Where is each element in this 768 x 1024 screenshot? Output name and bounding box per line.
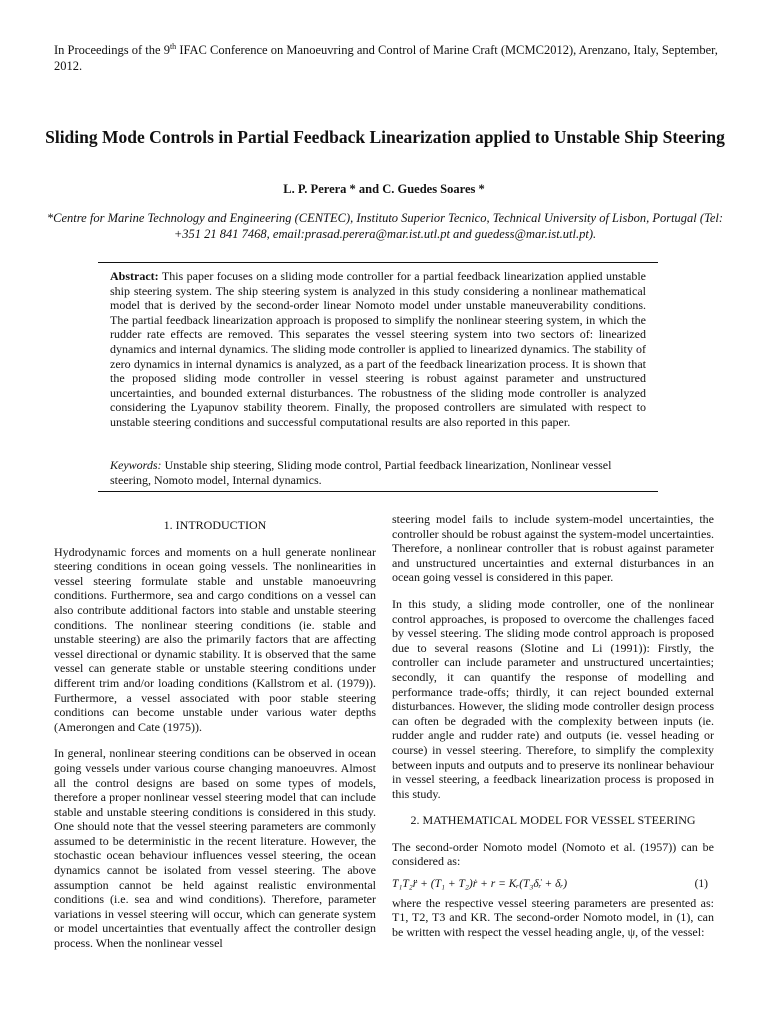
keywords-list: Unstable ship steering, Sliding mode control, Partial feedback linearization, Nonlinear vessel steering, Nomoto model, Internal dynamics.: [110, 458, 612, 487]
model-paragraph-1: The second-order Nomoto model (Nomoto et al. (1957)) can be considered as:: [392, 839, 714, 869]
proceedings-note: [54, 42, 724, 74]
proceedings-note-prefix: In Proceedings of the 9: [54, 43, 170, 57]
abstract-label: Abstract:: [110, 269, 159, 283]
left-column: [54, 518, 376, 963]
model-paragraph-2: where the respective vessel steering parameters are presented as: T1, T2, T3 and KR. The second-order Nomoto model, in (1), can be written with respect the vessel heading angle, ψ, of the vessel:: [392, 895, 714, 939]
intro-paragraph-2: In general, nonlinear steering conditions can be observed in ocean going vessels under various course changing manoeuvres. Almost all the control designs are based on some types of models, therefore a proper nonlinear vessel steering model that can include stable and unstable steering conditions is considered in this study. One should note that the vessel steering parameters are commonly assumed to be deterministic in the recent literature. However, the stochastic ocean behaviour influences vessel steering, the ocean dynamics cannot be isolated from vessel steering. The above assumption cannot be held against realistic environmental conditions (i.e. sea and wind conditions). Therefore, parameter variations in vessel steering will occur, which can generate system or model uncertainties that eventually affect the controller design process. When the nonlinear vessel: [54, 746, 376, 951]
intro-paragraph-1: Hydrodynamic forces and moments on a hull generate nonlinear steering conditions in ocean going vessels. The nonlinearities in vessel steering formulate stable and unstable manoeuvring conditions. Furthermore, sea and cargo conditions on a vessel can also contribute additional factors into stable and unstable steering conditions. The nonlinear steering conditions (ie. stable and unstable steering) are also the primarily factors that are affecting vessel directional or dynamic stability. It is observed that the same vessel can generate stable or unstable steering conditions under different trim and/or loading conditions (Kallstrom et al. (1979)). Furthermore, a vessel associated with poor stable steering conditions can become unstable under various water depths (Amerongen and Cate (1975)).: [54, 544, 376, 734]
intro-paragraph-3: steering model fails to include system-model uncertainties, the controller should be robust against the system-model uncertainties. Therefore, a nonlinear controller that is robust against parameter and unstructured uncertainties and external disturbances in an ocean going vessel is considered in this paper.: [392, 512, 714, 585]
intro-paragraph-4: In this study, a sliding mode controller, one of the nonlinear control approaches, is proposed to overcome the challenges faced by vessel steering. The sliding mode control approach is proposed due to several reasons (Slotine and Li (1991)): Firstly, the controller can include parameter and unstructured uncertainties; secondly, it can quantify the response of modelling and performance trade-offs; thirdly, it can reject bounded external disturbances. However, the sliding mode controller design process can often be degraded with the complexity between inputs (ie. rudder angle and rudder rate) and outputs (ie. vessel heading or course) in vessel steering. Therefore, to simplify the complexity between inputs and outputs and to preserve its nonlinear behaviour in vessel steering, a feedback linearization process is proposed in this study.: [392, 596, 714, 801]
equation-body: T₁T₂r̈ + (T₁ + T₂)ṙ + r = Kᵣ(T₃δ̇ᵣ + δᵣ): [392, 878, 568, 891]
proceedings-note-suffix: IFAC Conference on Manoeuvring and Control of Marine Craft (MCMC2012), Arenzano, Italy, September, 2012.: [54, 43, 718, 73]
abstract-body: This paper focuses on a sliding mode controller for a partial feedback linearization applied unstable ship steering system. The ship steering system is analyzed in this study considering a nonlinear mathematical model that is derived by the second-order linear Nomoto model under unstable maneuverability conditions. The partial feedback linearization approach is proposed to simplify the nonlinear steering system, in which the rudder rate effects are removed. This separates the vessel steering system into two sectors of: linearized dynamics and internal dynamics. The sliding mode controller is applied to linearized dynamics. The stability of zero dynamics in internal dynamics is analyzed, as a part of the feedback linearization process. It is shown that the proposed sliding mode controller in vessel steering is robust against parameter and unstructured uncertainties, and bounded external disturbances. The robustness of the sliding mode controller is analyzed considering the Lyapunov stability theorem. Finally, the proposed controllers are simulated with respect to unstable steering conditions and successful computational results are also reported in this paper.: [110, 269, 646, 429]
section-heading-introduction: 1. INTRODUCTION: [163, 518, 267, 532]
right-column: [392, 512, 714, 951]
section-heading-model: 2. MATHEMATICAL MODEL FOR VESSEL STEERING: [410, 813, 696, 828]
abstract: [110, 269, 646, 430]
paper-title: Sliding Mode Controls in Partial Feedback Linearization applied to Unstable Ship Steering: [45, 127, 725, 147]
keywords-label: Keywords:: [110, 458, 162, 472]
keywords: [110, 458, 646, 487]
equation-number: (1): [694, 878, 708, 891]
paper-authors: L. P. Perera * and C. Guedes Soares *: [283, 182, 485, 196]
abstract-box: [98, 262, 658, 492]
paper-affiliation: *Centre for Marine Technology and Engineering (CENTEC), Instituto Superior Tecnico, Technical University of Lisbon, Portugal (Tel: +351 21 841 7468, email:prasad.perera@mar.ist.utl.pt and guedess@mar.ist.utl.pt).: [46, 211, 724, 241]
equation-1: [392, 877, 714, 892]
proceedings-note-sup: th: [169, 41, 177, 51]
